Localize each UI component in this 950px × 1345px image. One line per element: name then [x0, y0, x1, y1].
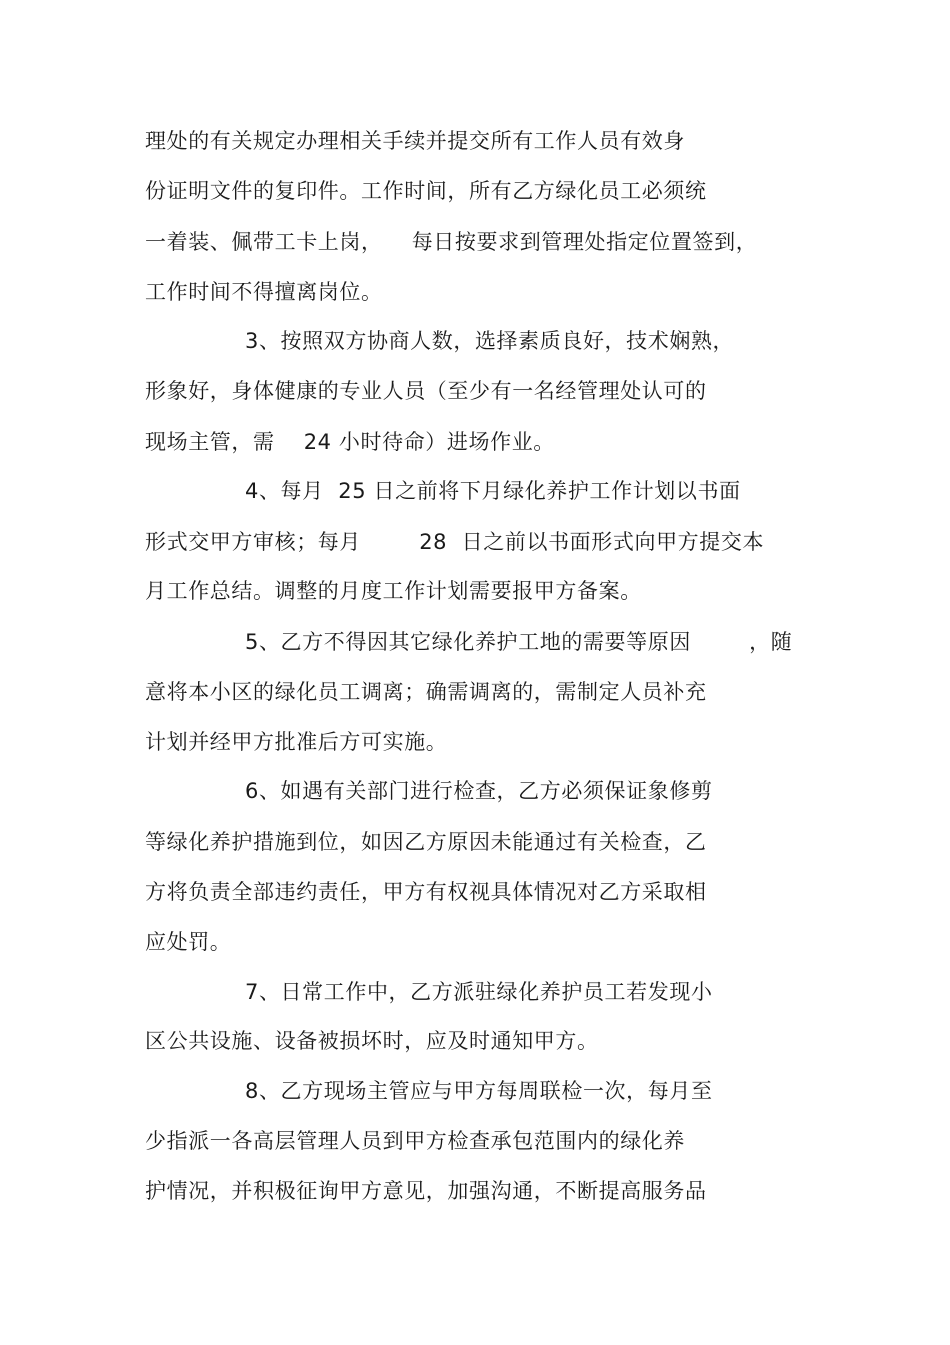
- text-line: 区公共设施、设备被损坏时，应及时通知甲方。: [145, 1029, 599, 1053]
- paragraph-8-line: 8、乙方现场主管应与甲方每周联检一次，每月至: [245, 1079, 713, 1103]
- text-line: 形象好，身体健康的专业人员（至少有一名经管理处认可的: [145, 379, 707, 403]
- paragraph-4-line: 4、每月 25 日之前将下月绿化养护工作计划以书面: [245, 479, 741, 503]
- text-line: 计划并经甲方批准后方可实施。: [145, 730, 448, 754]
- paragraph-6-line: 6、如遇有关部门进行检查，乙方必须保证象修剪: [245, 779, 713, 803]
- text-line: 意将本小区的绿化员工调离；确需调离的，需制定人员补充: [145, 680, 707, 704]
- text-line: 少指派一各高层管理人员到甲方检查承包范围内的绿化养: [145, 1129, 685, 1153]
- text-line: 工作时间不得擅离岗位。: [145, 280, 383, 304]
- paragraph-7-line: 7、日常工作中，乙方派驻绿化养护员工若发现小: [245, 980, 713, 1004]
- paragraph-3-line: 3、按照双方协商人数，选择素质良好，技术娴熟，: [245, 329, 735, 353]
- text-line: 现场主管，需 24 小时待命）进场作业。: [145, 430, 555, 454]
- text-line: 方将负责全部违约责任，甲方有权视具体情况对乙方采取相: [145, 880, 707, 904]
- text-line: 应处罚。: [145, 930, 232, 954]
- paragraph-5-line: 5、乙方不得因其它绿化养护工地的需要等原因 ，随: [245, 630, 793, 654]
- text-line: 份证明文件的复印件。工作时间，所有乙方绿化员工必须统: [145, 179, 707, 203]
- text-line: 形式交甲方审核；每月 28 日之前以书面形式向甲方提交本: [145, 530, 765, 554]
- text-line: 等绿化养护措施到位，如因乙方原因未能通过有关检查，乙: [145, 830, 707, 854]
- text-line: 月工作总结。调整的月度工作计划需要报甲方备案。: [145, 579, 642, 603]
- text-line: 一着装、佩带工卡上岗， 每日按要求到管理处指定位置签到，: [145, 230, 758, 254]
- text-line: 护情况，并积极征询甲方意见，加强沟通，不断提高服务品: [145, 1179, 707, 1203]
- text-line: 理处的有关规定办理相关手续并提交所有工作人员有效身: [145, 129, 685, 153]
